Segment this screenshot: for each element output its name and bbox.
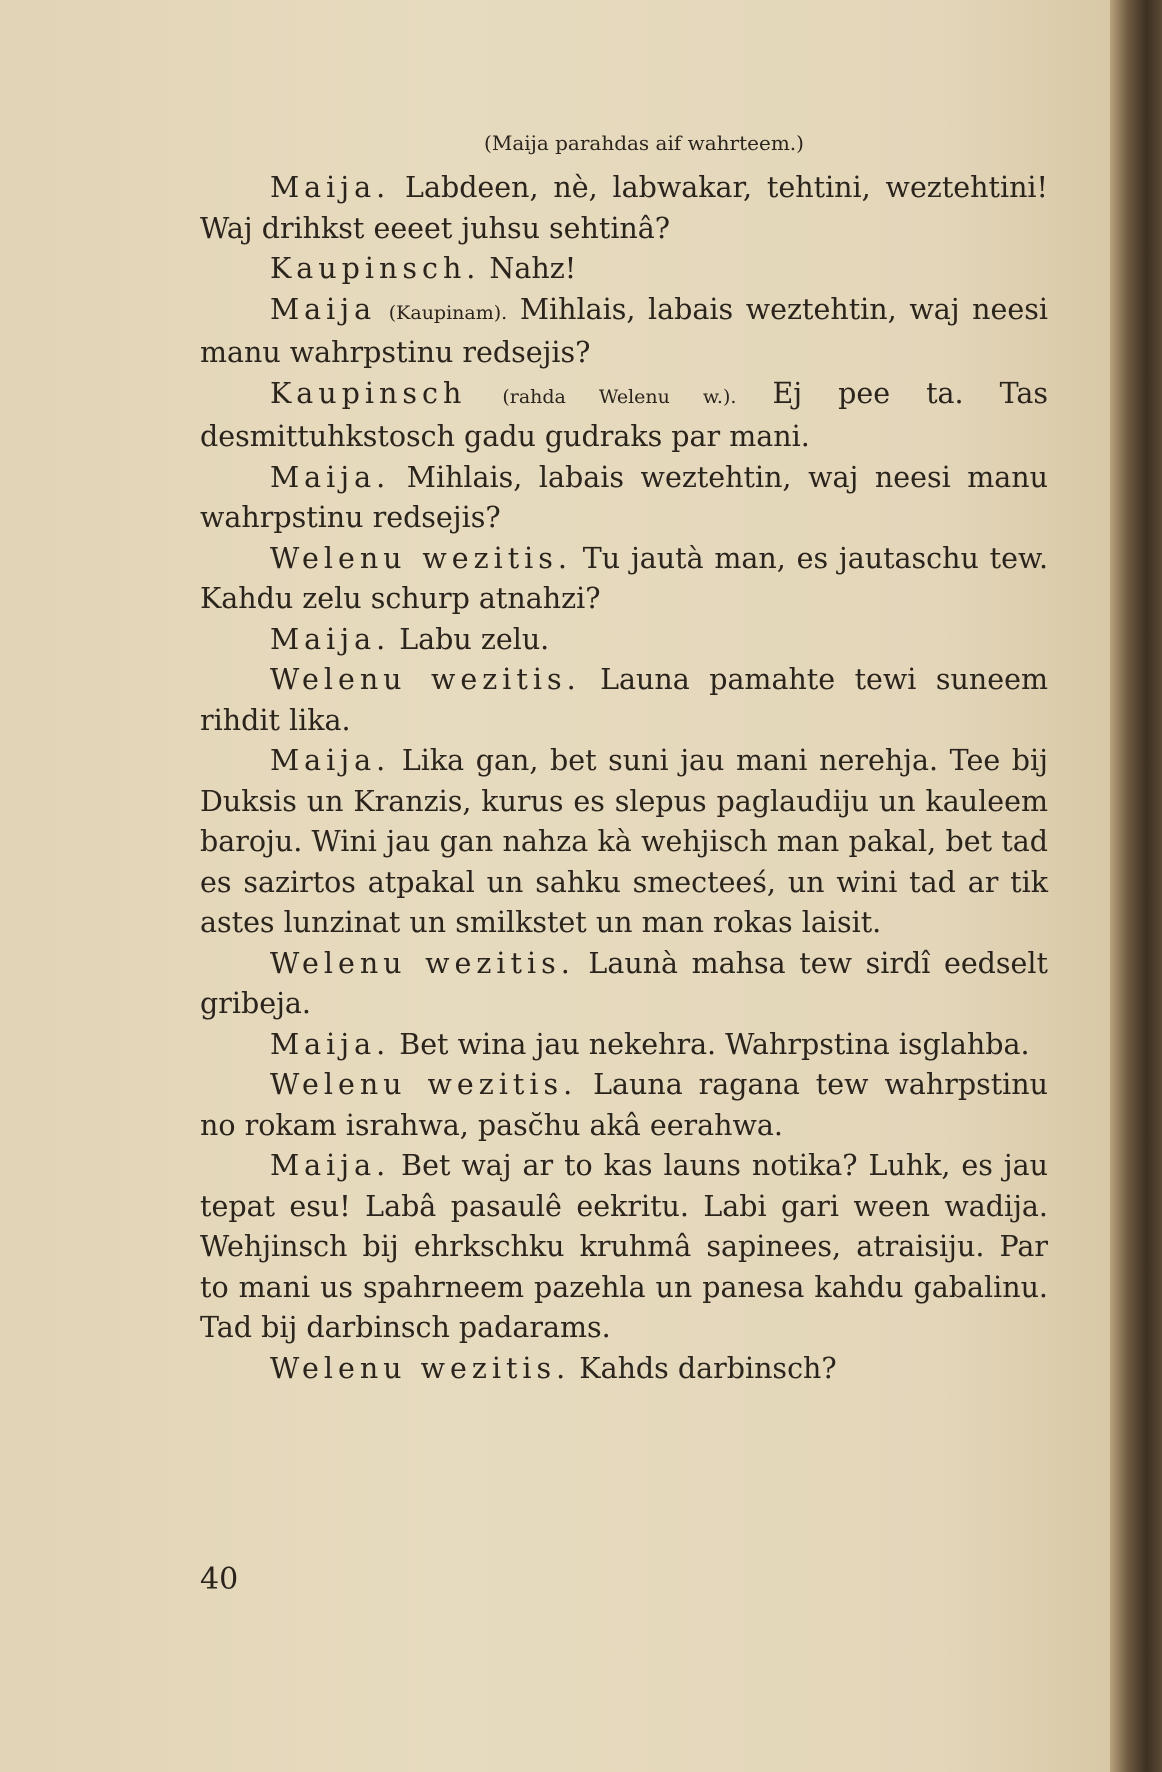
speech-text: Nahz! bbox=[489, 252, 577, 285]
speech-text: Ej pee ta. Tas desmittuhkstosch gadu gudraks par mani. bbox=[200, 376, 1049, 453]
speech-text: Bet waj ar to kas launs notika? Luhk, es jau tepat esu! Labâ pasaulê eekritu. Labi gari ween wadija. Wehjinsch bij ehrkschku kruhmâ sapinees, atraisiju. Par to mani us spahrneem pazehla un panesa kahdu gabalinu. Tad bij darbinsch padarams. bbox=[200, 1149, 1048, 1344]
speaker-name: Maija. bbox=[270, 744, 391, 777]
speaker-name: Maija. bbox=[270, 622, 391, 656]
speaker-name: Maija. bbox=[270, 460, 391, 494]
speaker-name: Kaupinsch bbox=[270, 376, 467, 410]
speech-text: Mihlais, labais weztehtin, waj neesi manu wahrpstinu redsejis? bbox=[200, 292, 1049, 369]
dialogue-paragraph bbox=[200, 168, 1048, 249]
dialogue-paragraph bbox=[200, 374, 1048, 458]
speech-text: Launa ragana tew wahrpstinu no rokam israhwa, pasc̆hu akâ eerahwa. bbox=[200, 1068, 1048, 1142]
speaker-name: Maija. bbox=[270, 171, 391, 204]
speech-text: Mihlais, labais weztehtin, waj neesi manu wahrpstinu redsejis? bbox=[200, 460, 1048, 534]
dialogue-paragraph bbox=[200, 1025, 1048, 1066]
dialogue-paragraph bbox=[200, 1349, 1048, 1390]
speaker-name: Maija bbox=[270, 292, 377, 326]
stage-direction-inline: (Kaupinam). bbox=[388, 301, 508, 324]
stage-direction: (Maija parahdas aif wahrteem.) bbox=[484, 131, 804, 155]
speaker-name: Welenu wezitis. bbox=[270, 946, 575, 980]
dialogue-paragraph bbox=[200, 660, 1048, 741]
page-number: 40 bbox=[200, 1562, 239, 1597]
speech-text: Tu jautà man, es jautaschu tew. Kahdu zelu schurp atnahzi? bbox=[200, 541, 1049, 615]
speaker-name: Maija. bbox=[270, 1149, 391, 1182]
speech-text: Launà mahsa tew sirdî eedselt gribeja. bbox=[200, 946, 1048, 1020]
page-text bbox=[200, 128, 1048, 1389]
dialogue-paragraph bbox=[200, 539, 1048, 620]
speaker-name: Welenu wezitis. bbox=[270, 1068, 578, 1101]
speaker-name: Welenu wezitis. bbox=[270, 541, 572, 575]
speaker-name: Welenu wezitis. bbox=[270, 1351, 571, 1385]
dialogue-paragraph bbox=[200, 1146, 1048, 1349]
speech-text: Kahds darbinsch? bbox=[579, 1351, 837, 1385]
book-gutter bbox=[1110, 0, 1162, 1772]
dialogue-paragraph bbox=[200, 1065, 1048, 1146]
speech-text: Lika gan, bet suni jau mani nerehja. Tee bij Duksis un Kranzis, kurus es slepus paglaudiju un kauleem baroju. Wini jau gan nahza kà wehjisch man pakal, bet tad es sazirtos atpakal un sahku smecteeś, un wini tad ar tik astes lunzinat un smilkstet un man rokas laisit. bbox=[200, 744, 1049, 939]
dialogue bbox=[200, 168, 1048, 1389]
speaker-name: Welenu wezitis. bbox=[270, 663, 581, 696]
dialogue-paragraph bbox=[200, 458, 1048, 539]
dialogue-paragraph bbox=[200, 944, 1048, 1025]
dialogue-paragraph bbox=[200, 249, 1048, 290]
stage-direction-inline: (rahda Welenu w.). bbox=[502, 385, 737, 408]
dialogue-paragraph bbox=[200, 741, 1048, 944]
dialogue-paragraph bbox=[200, 620, 1048, 661]
speech-text: Labu zelu. bbox=[399, 622, 550, 656]
speech-text: Launa pamahte tewi suneem rihdit lika. bbox=[200, 663, 1048, 737]
speech-text: Labdeen, nè, labwakar, tehtini, weztehtini! Waj drihkst eeeet juhsu sehtinâ? bbox=[200, 171, 1048, 245]
speech-text: Bet wina jau nekehra. Wahrpstina isglahba. bbox=[399, 1027, 1030, 1061]
dialogue-paragraph bbox=[200, 290, 1048, 374]
speaker-name: Maija. bbox=[270, 1027, 391, 1061]
speaker-name: Kaupinsch. bbox=[270, 252, 481, 285]
